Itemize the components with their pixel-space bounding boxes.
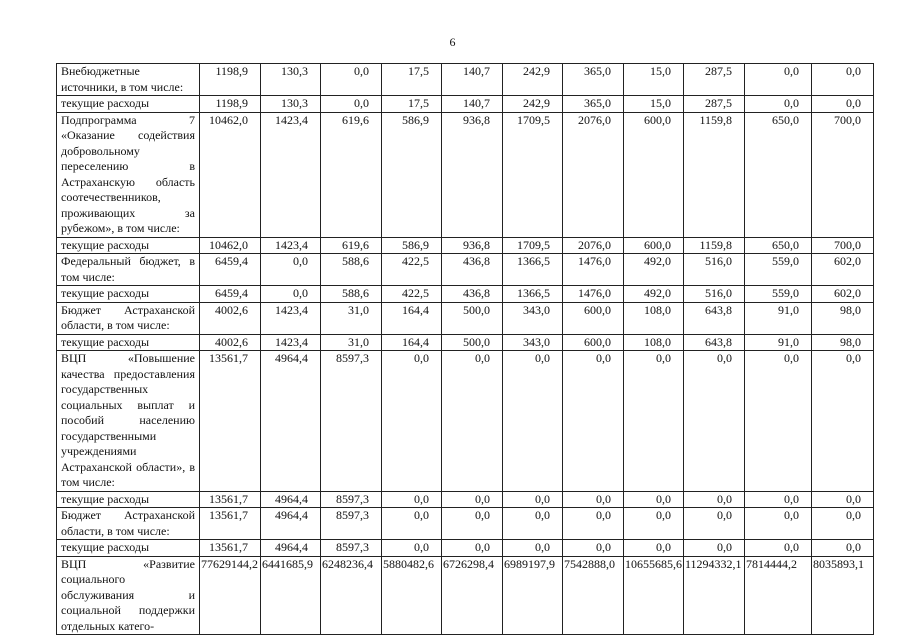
value-cell: 0,0 xyxy=(563,508,624,540)
value-cell: 600,0 xyxy=(624,112,684,237)
value-cell: 8035893,1 xyxy=(812,556,874,635)
page-number: 6 xyxy=(449,35,456,49)
value-cell: 0,0 xyxy=(624,508,684,540)
value-cell: 365,0 xyxy=(563,64,624,96)
table-row xyxy=(57,112,874,237)
value-cell: 422,5 xyxy=(382,254,442,286)
value-cell: 4002,6 xyxy=(200,302,261,334)
value-cell: 602,0 xyxy=(812,286,874,303)
value-cell: 242,9 xyxy=(503,64,563,96)
row-label: Внебюджетные источники, в том числе: xyxy=(57,64,200,96)
value-cell: 164,4 xyxy=(382,334,442,351)
value-cell: 586,9 xyxy=(382,237,442,254)
value-cell: 1709,5 xyxy=(503,112,563,237)
value-cell: 0,0 xyxy=(624,351,684,492)
value-cell: 0,0 xyxy=(321,96,382,113)
value-cell: 0,0 xyxy=(745,508,812,540)
value-cell: 1709,5 xyxy=(503,237,563,254)
value-cell: 6248236,4 xyxy=(321,556,382,635)
value-cell: 1366,5 xyxy=(503,254,563,286)
value-cell: 130,3 xyxy=(261,96,321,113)
value-cell: 164,4 xyxy=(382,302,442,334)
value-cell: 0,0 xyxy=(745,540,812,557)
value-cell: 2076,0 xyxy=(563,112,624,237)
value-cell: 0,0 xyxy=(684,508,745,540)
value-cell: 936,8 xyxy=(442,237,503,254)
value-cell: 600,0 xyxy=(624,237,684,254)
row-label: Федеральный бюджет, в том числе: xyxy=(57,254,200,286)
value-cell: 4002,6 xyxy=(200,334,261,351)
value-cell: 516,0 xyxy=(684,254,745,286)
value-cell: 0,0 xyxy=(321,64,382,96)
value-cell: 17,5 xyxy=(382,64,442,96)
value-cell: 2076,0 xyxy=(563,237,624,254)
row-label: текущие расходы xyxy=(57,334,200,351)
value-cell: 936,8 xyxy=(442,112,503,237)
value-cell: 8597,3 xyxy=(321,351,382,492)
value-cell: 0,0 xyxy=(442,508,503,540)
table-row xyxy=(57,286,874,303)
value-cell: 0,0 xyxy=(261,254,321,286)
value-cell: 0,0 xyxy=(812,540,874,557)
value-cell: 8597,3 xyxy=(321,491,382,508)
value-cell: 619,6 xyxy=(321,237,382,254)
value-cell: 643,8 xyxy=(684,334,745,351)
value-cell: 242,9 xyxy=(503,96,563,113)
value-cell: 0,0 xyxy=(442,491,503,508)
value-cell: 1159,8 xyxy=(684,112,745,237)
value-cell: 1366,5 xyxy=(503,286,563,303)
table-row xyxy=(57,96,874,113)
value-cell: 0,0 xyxy=(684,351,745,492)
table-row xyxy=(57,491,874,508)
value-cell: 1423,4 xyxy=(261,302,321,334)
value-cell: 287,5 xyxy=(684,96,745,113)
value-cell: 0,0 xyxy=(442,351,503,492)
value-cell: 0,0 xyxy=(503,351,563,492)
value-cell: 98,0 xyxy=(812,302,874,334)
value-cell: 108,0 xyxy=(624,334,684,351)
value-cell: 31,0 xyxy=(321,302,382,334)
value-cell: 287,5 xyxy=(684,64,745,96)
value-cell: 643,8 xyxy=(684,302,745,334)
value-cell: 1423,4 xyxy=(261,334,321,351)
value-cell: 11294332,1 xyxy=(684,556,745,635)
value-cell: 0,0 xyxy=(624,491,684,508)
row-label: текущие расходы xyxy=(57,237,200,254)
table-row xyxy=(57,508,874,540)
value-cell: 77629144,2 xyxy=(200,556,261,635)
value-cell: 650,0 xyxy=(745,237,812,254)
value-cell: 10462,0 xyxy=(200,237,261,254)
value-cell: 1476,0 xyxy=(563,286,624,303)
value-cell: 0,0 xyxy=(684,540,745,557)
value-cell: 15,0 xyxy=(624,96,684,113)
value-cell: 0,0 xyxy=(745,96,812,113)
value-cell: 13561,7 xyxy=(200,540,261,557)
value-cell: 588,6 xyxy=(321,286,382,303)
row-label: текущие расходы xyxy=(57,286,200,303)
value-cell: 4964,4 xyxy=(261,540,321,557)
value-cell: 8597,3 xyxy=(321,508,382,540)
value-cell: 130,3 xyxy=(261,64,321,96)
row-label: ВЦП «Развитие социального обслуживания и социальной поддержки отдельных катего- xyxy=(57,556,200,635)
value-cell: 0,0 xyxy=(503,540,563,557)
value-cell: 343,0 xyxy=(503,334,563,351)
table-row xyxy=(57,237,874,254)
value-cell: 0,0 xyxy=(812,64,874,96)
value-cell: 516,0 xyxy=(684,286,745,303)
value-cell: 600,0 xyxy=(563,334,624,351)
row-label: текущие расходы xyxy=(57,540,200,557)
value-cell: 365,0 xyxy=(563,96,624,113)
value-cell: 492,0 xyxy=(624,286,684,303)
value-cell: 0,0 xyxy=(563,540,624,557)
value-cell: 6459,4 xyxy=(200,254,261,286)
value-cell: 600,0 xyxy=(563,302,624,334)
value-cell: 1423,4 xyxy=(261,112,321,237)
value-cell: 0,0 xyxy=(503,508,563,540)
value-cell: 6726298,4 xyxy=(442,556,503,635)
value-cell: 15,0 xyxy=(624,64,684,96)
value-cell: 0,0 xyxy=(382,540,442,557)
value-cell: 91,0 xyxy=(745,302,812,334)
value-cell: 700,0 xyxy=(812,112,874,237)
row-label: Бюджет Астраханской области, в том числе: xyxy=(57,508,200,540)
value-cell: 0,0 xyxy=(382,491,442,508)
value-cell: 0,0 xyxy=(812,508,874,540)
value-cell: 0,0 xyxy=(812,351,874,492)
row-label: текущие расходы xyxy=(57,491,200,508)
value-cell: 4964,4 xyxy=(261,351,321,492)
value-cell: 500,0 xyxy=(442,302,503,334)
row-label: Подпрограмма 7 «Оказание содействия добровольному переселению в Астраханскую область соотечественников, проживающих за рубежом», в том числе: xyxy=(57,112,200,237)
value-cell: 1198,9 xyxy=(200,64,261,96)
table-row xyxy=(57,254,874,286)
value-cell: 91,0 xyxy=(745,334,812,351)
table-row xyxy=(57,351,874,492)
value-cell: 1198,9 xyxy=(200,96,261,113)
table-row xyxy=(57,556,874,635)
value-cell: 0,0 xyxy=(745,64,812,96)
table-row xyxy=(57,540,874,557)
value-cell: 492,0 xyxy=(624,254,684,286)
value-cell: 98,0 xyxy=(812,334,874,351)
value-cell: 602,0 xyxy=(812,254,874,286)
value-cell: 10462,0 xyxy=(200,112,261,237)
value-cell: 108,0 xyxy=(624,302,684,334)
value-cell: 0,0 xyxy=(624,540,684,557)
value-cell: 0,0 xyxy=(503,491,563,508)
row-label: ВЦП «Повышение качества предоставления государственных социальных выплат и пособий населению государственными учреждениями Астраханской области», в том числе: xyxy=(57,351,200,492)
value-cell: 0,0 xyxy=(382,508,442,540)
value-cell: 0,0 xyxy=(563,491,624,508)
value-cell: 13561,7 xyxy=(200,508,261,540)
value-cell: 1423,4 xyxy=(261,237,321,254)
value-cell: 31,0 xyxy=(321,334,382,351)
value-cell: 436,8 xyxy=(442,254,503,286)
value-cell: 6441685,9 xyxy=(261,556,321,635)
table-body xyxy=(57,64,874,635)
value-cell: 6989197,9 xyxy=(503,556,563,635)
value-cell: 4964,4 xyxy=(261,491,321,508)
value-cell: 0,0 xyxy=(812,491,874,508)
value-cell: 586,9 xyxy=(382,112,442,237)
value-cell: 0,0 xyxy=(745,351,812,492)
value-cell: 7542888,0 xyxy=(563,556,624,635)
budget-table xyxy=(56,63,874,635)
value-cell: 619,6 xyxy=(321,112,382,237)
row-label: текущие расходы xyxy=(57,96,200,113)
value-cell: 0,0 xyxy=(745,491,812,508)
table-row xyxy=(57,64,874,96)
value-cell: 7814444,2 xyxy=(745,556,812,635)
value-cell: 700,0 xyxy=(812,237,874,254)
value-cell: 422,5 xyxy=(382,286,442,303)
table-row xyxy=(57,302,874,334)
value-cell: 17,5 xyxy=(382,96,442,113)
value-cell: 559,0 xyxy=(745,254,812,286)
value-cell: 0,0 xyxy=(442,540,503,557)
value-cell: 140,7 xyxy=(442,96,503,113)
row-label: Бюджет Астраханской области, в том числе: xyxy=(57,302,200,334)
value-cell: 8597,3 xyxy=(321,540,382,557)
value-cell: 0,0 xyxy=(382,351,442,492)
value-cell: 140,7 xyxy=(442,64,503,96)
value-cell: 1476,0 xyxy=(563,254,624,286)
value-cell: 6459,4 xyxy=(200,286,261,303)
value-cell: 0,0 xyxy=(684,491,745,508)
value-cell: 0,0 xyxy=(563,351,624,492)
value-cell: 588,6 xyxy=(321,254,382,286)
value-cell: 4964,4 xyxy=(261,508,321,540)
value-cell: 13561,7 xyxy=(200,491,261,508)
value-cell: 650,0 xyxy=(745,112,812,237)
value-cell: 559,0 xyxy=(745,286,812,303)
value-cell: 343,0 xyxy=(503,302,563,334)
value-cell: 10655685,6 xyxy=(624,556,684,635)
value-cell: 13561,7 xyxy=(200,351,261,492)
value-cell: 1159,8 xyxy=(684,237,745,254)
value-cell: 0,0 xyxy=(261,286,321,303)
value-cell: 5880482,6 xyxy=(382,556,442,635)
value-cell: 0,0 xyxy=(812,96,874,113)
value-cell: 436,8 xyxy=(442,286,503,303)
value-cell: 500,0 xyxy=(442,334,503,351)
table-row xyxy=(57,334,874,351)
